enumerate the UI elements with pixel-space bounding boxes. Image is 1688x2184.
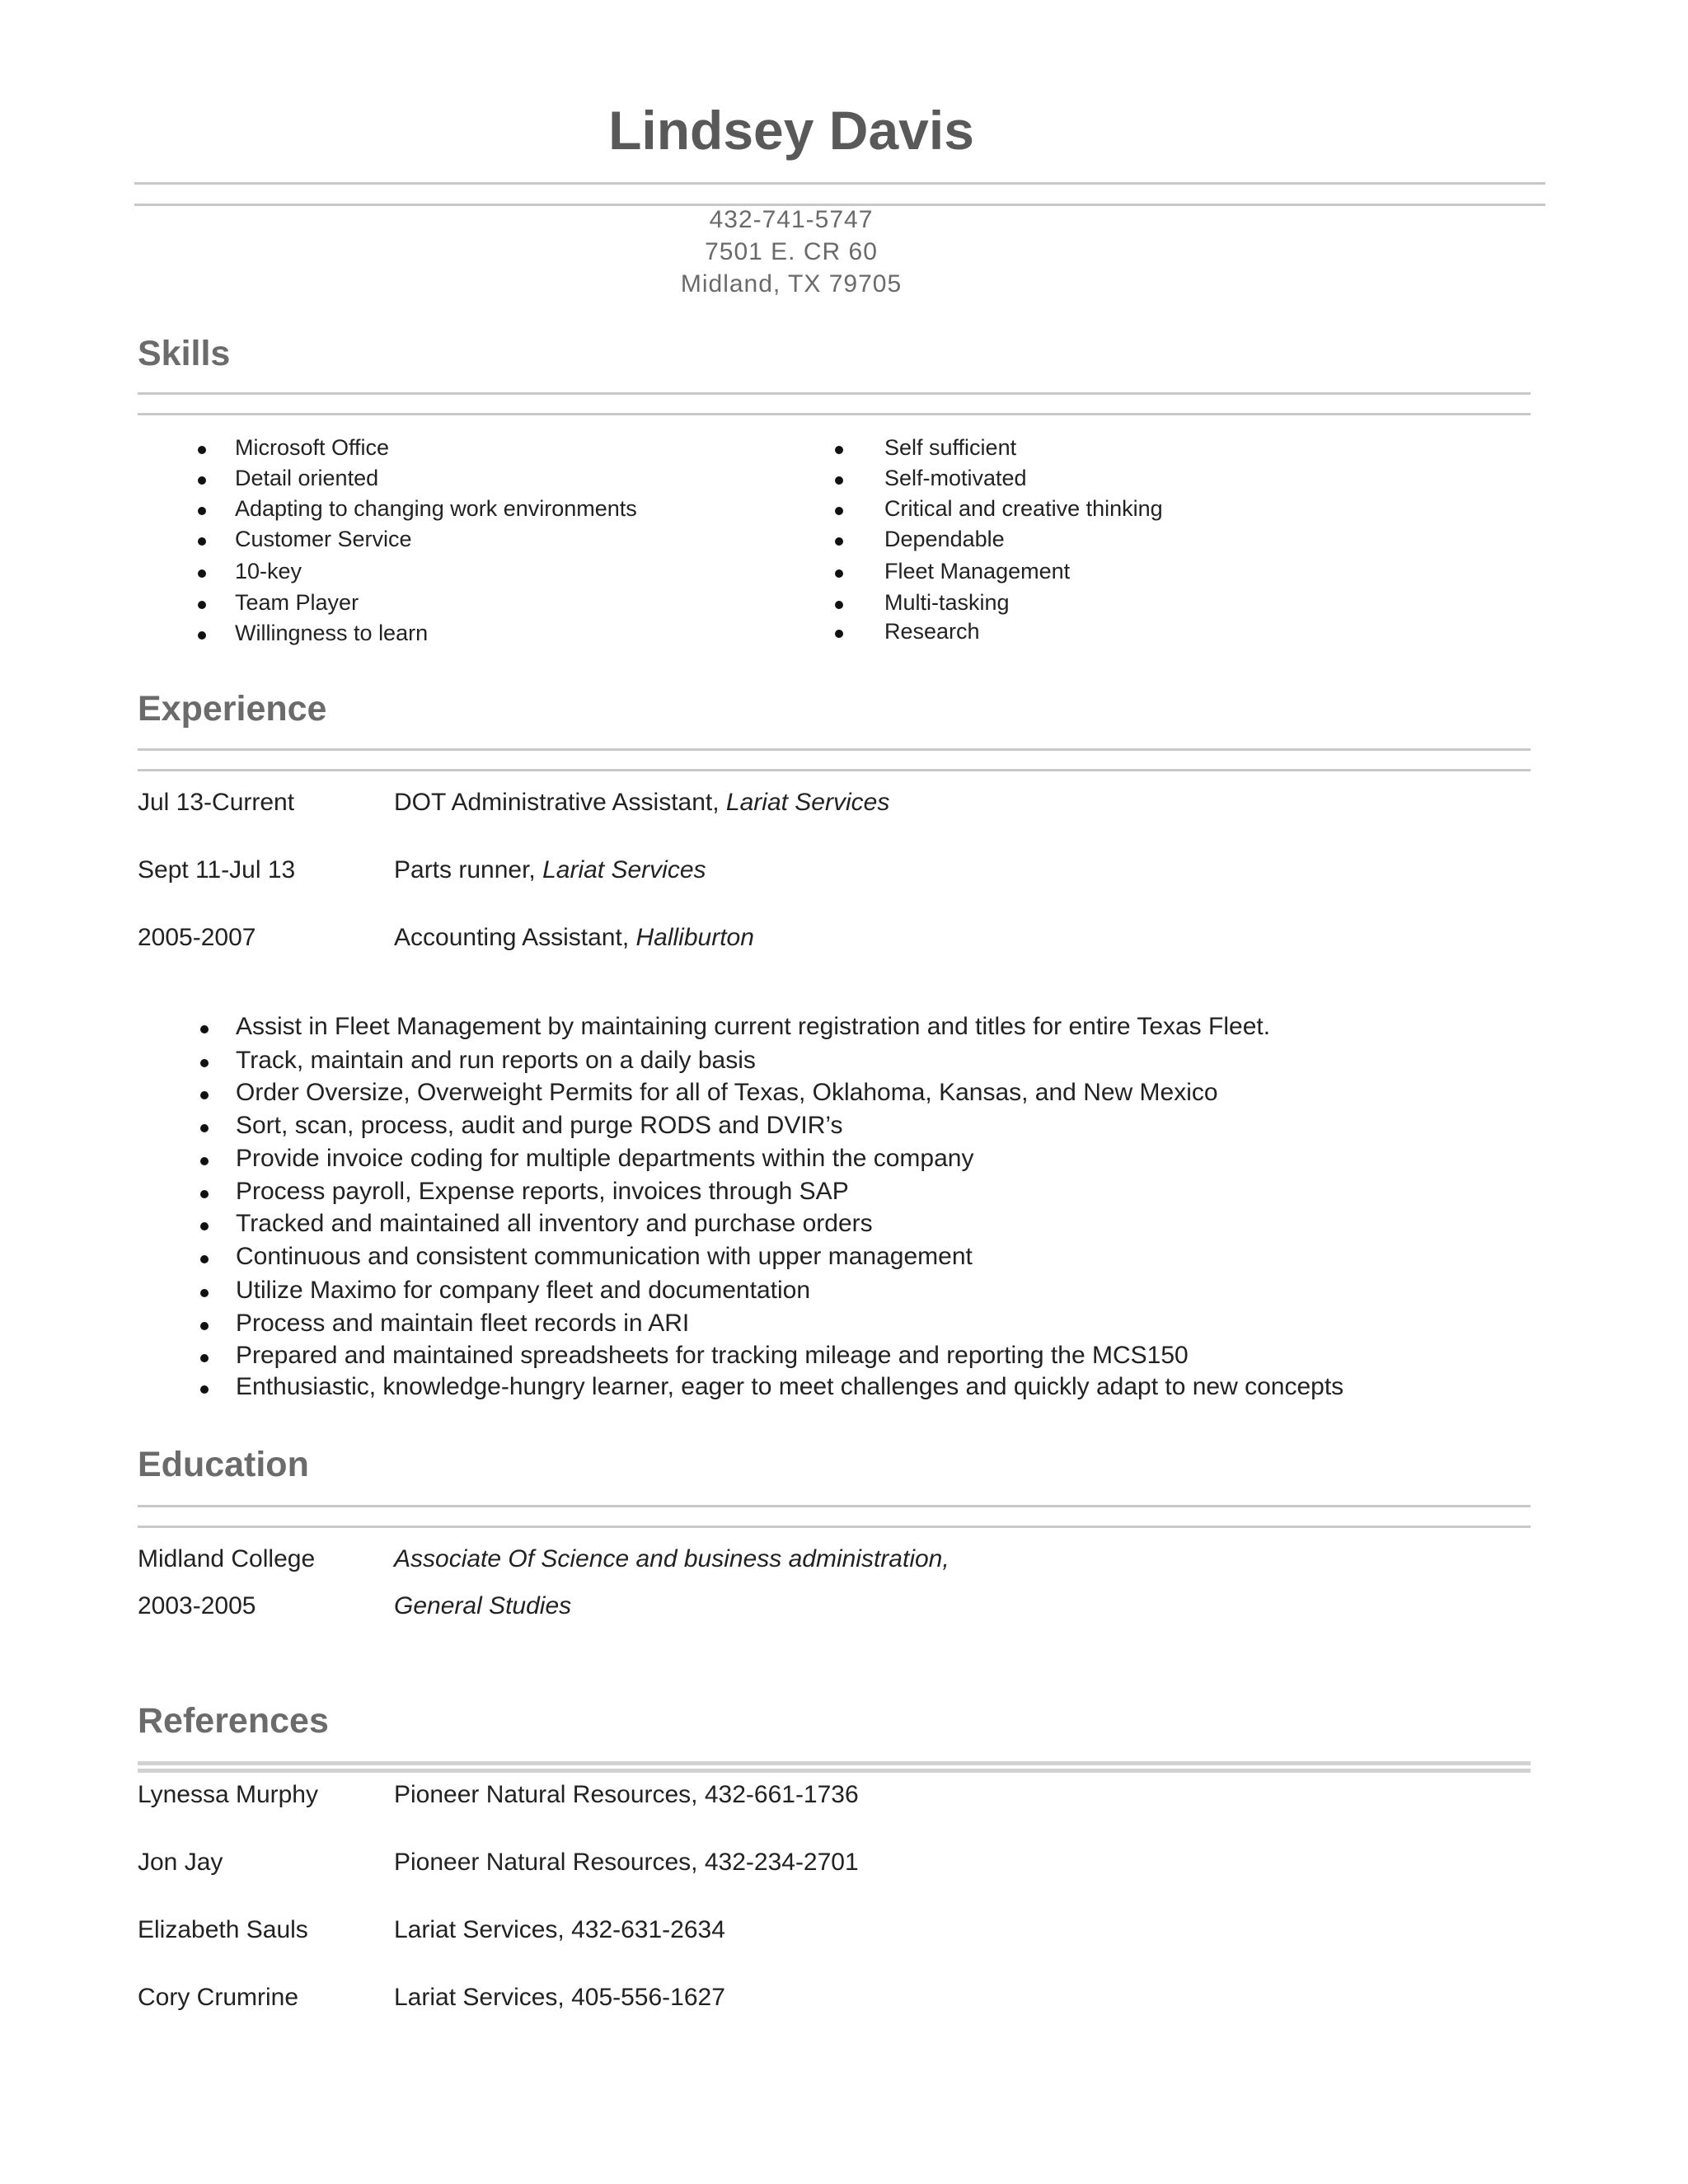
job-company: Lariat Services (725, 789, 890, 816)
experience-bullet-item: Track, maintain and run reports on a daily basis (236, 1047, 756, 1074)
bullet-icon (835, 446, 843, 454)
skills-divider-bottom (138, 413, 1531, 415)
bullet-icon (200, 1385, 209, 1394)
skill-item: Customer Service (235, 527, 412, 551)
skill-item: Self-motivated (884, 466, 1027, 490)
bullet-icon (200, 1289, 209, 1297)
experience-bullet-item: Process and maintain fleet records in ARI (236, 1310, 690, 1337)
section-title-experience: Experience (138, 689, 327, 729)
bullet-icon (200, 1222, 209, 1230)
experience-bullet-item: Assist in Fleet Management by maintaining current registration and titles for entire Texas Fleet. (236, 1013, 1271, 1040)
contact-phone: 432-741-5747 (709, 206, 874, 233)
bullet-icon (835, 537, 843, 546)
job-title: Parts runner, Lariat Services (394, 856, 706, 883)
contact-address-line1: 7501 E. CR 60 (705, 238, 878, 265)
skill-item: Fleet Management (884, 559, 1071, 583)
education-years: 2003-2005 (138, 1592, 256, 1619)
job-company: Lariat Services (542, 856, 706, 883)
skill-item: Multi-tasking (884, 590, 1010, 615)
job-title: DOT Administrative Assistant, Lariat Services (394, 789, 890, 816)
bullet-icon (835, 476, 843, 485)
reference-detail: Pioneer Natural Resources, 432-661-1736 (394, 1781, 859, 1808)
experience-divider-top (138, 748, 1531, 751)
bullet-icon (200, 1157, 209, 1165)
bullet-icon (200, 1025, 209, 1033)
skill-item: Team Player (235, 590, 359, 615)
bullet-icon (835, 601, 843, 609)
header-divider-top (134, 182, 1545, 185)
bullet-icon (198, 569, 206, 578)
bullet-icon (835, 630, 843, 638)
bullet-icon (835, 507, 843, 515)
reference-name: Elizabeth Sauls (138, 1916, 308, 1943)
job-company: Halliburton (635, 924, 754, 951)
skill-item: Dependable (884, 527, 1005, 551)
bullet-icon (198, 631, 206, 640)
experience-bullet-item: Sort, scan, process, audit and purge RODS and DVIR’s (236, 1112, 843, 1139)
skills-divider-top (138, 392, 1531, 395)
job-title: Accounting Assistant, Halliburton (394, 924, 754, 951)
reference-name: Cory Crumrine (138, 1984, 299, 2011)
skill-item: Critical and creative thinking (884, 496, 1163, 521)
references-divider-top (138, 1761, 1531, 1765)
education-field: General Studies (394, 1592, 572, 1619)
education-divider-top (138, 1505, 1531, 1507)
experience-bullet-item: Continuous and consistent communication with upper management (236, 1243, 973, 1270)
skill-item: Detail oriented (235, 466, 379, 490)
experience-bullet-item: Enthusiastic, knowledge-hungry learner, eager to meet challenges and quickly adapt to new concepts (236, 1373, 1344, 1400)
skill-item: Microsoft Office (235, 435, 390, 460)
education-school: Midland College (138, 1545, 316, 1572)
bullet-icon (198, 476, 206, 485)
job-dates: Sept 11-Jul 13 (138, 856, 296, 883)
bullet-icon (200, 1091, 209, 1099)
section-title-education: Education (138, 1445, 309, 1484)
reference-detail: Lariat Services, 405-556-1627 (394, 1984, 725, 2011)
section-title-references: References (138, 1701, 329, 1741)
experience-bullet-item: Provide invoice coding for multiple departments within the company (236, 1145, 974, 1172)
reference-name: Lynessa Murphy (138, 1781, 318, 1808)
skill-item: Adapting to changing work environments (235, 496, 637, 521)
experience-bullet-item: Tracked and maintained all inventory and purchase orders (236, 1210, 873, 1237)
bullet-icon (835, 569, 843, 578)
section-title-skills: Skills (138, 334, 231, 373)
bullet-icon (198, 601, 206, 609)
skill-item: Research (884, 619, 980, 644)
reference-name: Jon Jay (138, 1849, 223, 1876)
reference-detail: Lariat Services, 432-631-2634 (394, 1916, 725, 1943)
skill-item: Willingness to learn (235, 621, 429, 645)
resume-name: Lindsey Davis (608, 100, 974, 161)
experience-divider-bottom (138, 769, 1531, 771)
skill-item: Self sufficient (884, 435, 1017, 460)
bullet-icon (200, 1059, 209, 1067)
bullet-icon (198, 446, 206, 454)
bullet-icon (200, 1124, 209, 1132)
bullet-icon (200, 1255, 209, 1263)
experience-bullet-item: Utilize Maximo for company fleet and documentation (236, 1277, 811, 1304)
experience-bullet-item: Order Oversize, Overweight Permits for all of Texas, Oklahoma, Kansas, and New Mexico (236, 1079, 1218, 1106)
bullet-icon (200, 1322, 209, 1330)
skill-item: 10-key (235, 559, 302, 583)
experience-bullet-item: Process payroll, Expense reports, invoices through SAP (236, 1178, 849, 1205)
education-degree: Associate Of Science and business administration, (394, 1545, 950, 1572)
experience-bullet-item: Prepared and maintained spreadsheets for tracking mileage and reporting the MCS150 (236, 1342, 1189, 1369)
job-dates: Jul 13-Current (138, 789, 295, 816)
contact-address-line2: Midland, TX 79705 (680, 270, 903, 298)
job-dates: 2005-2007 (138, 924, 256, 951)
education-divider-bottom (138, 1526, 1531, 1528)
bullet-icon (200, 1354, 209, 1362)
references-divider-bottom (138, 1769, 1531, 1773)
bullet-icon (200, 1190, 209, 1198)
bullet-icon (198, 507, 206, 515)
reference-detail: Pioneer Natural Resources, 432-234-2701 (394, 1849, 859, 1876)
bullet-icon (198, 537, 206, 546)
